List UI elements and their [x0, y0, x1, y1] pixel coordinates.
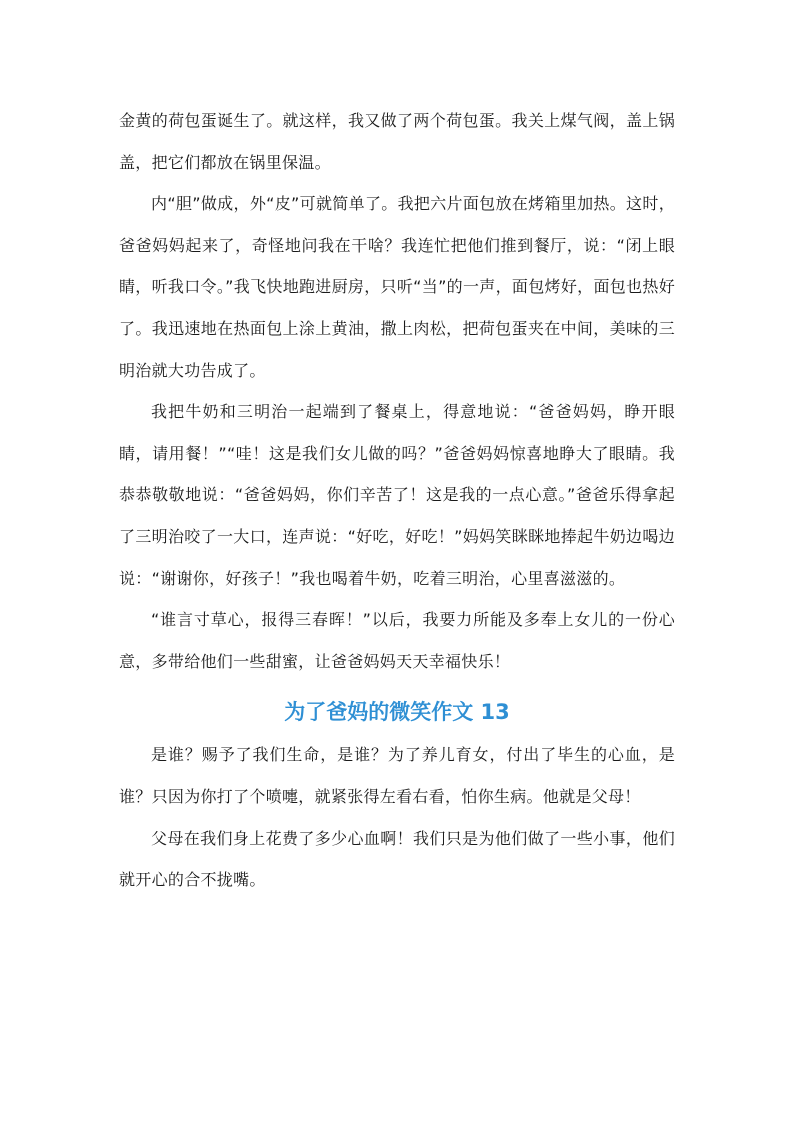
paragraph: 金黄的荷包蛋诞生了。就这样，我又做了两个荷包蛋。我关上煤气阀，盖上锅盖，把它们都放在锅里保温。: [119, 111, 675, 172]
paragraph: 我把牛奶和三明治一起端到了餐桌上，得意地说：“爸爸妈妈，睁开眼睛，请用餐！”“哇！这是我们女儿做的吗？”爸爸妈妈惊喜地睁大了眼睛。我恭恭敬敬地说：“爸爸妈妈，你们辛苦了！这是我的一点心意。”爸爸乐得拿起了三明治咬了一大口，连声说：“好吃，好吃！”妈妈笑眯眯地捧起牛奶边喝边说：“谢谢你，好孩子！”我也喝着牛奶，吃着三明治，心里喜滋滋的。: [119, 402, 675, 588]
section-title: 为了爸妈的微笑作文 13: [284, 700, 510, 725]
document-body: [119, 100, 675, 901]
paragraph: 是谁？赐予了我们生命，是谁？为了养儿育女，付出了毕生的心血，是谁？只因为你打了个喷嚏，就紧张得左看右看，怕你生病。他就是父母！: [119, 745, 675, 806]
paragraph: 内“胆”做成，外“皮”可就简单了。我把六片面包放在烤箱里加热。这时，爸爸妈妈起来了，奇怪地问我在干啥？我连忙把他们推到餐厅，说：“闭上眼睛，听我口令。”我飞快地跑进厨房，只听“当”的一声，面包烤好，面包也热好了。我迅速地在热面包上涂上黄油，撒上肉松，把荷包蛋夹在中间，美味的三明治就大功告成了。: [119, 194, 675, 380]
paragraph: 父母在我们身上花费了多少心血啊！我们只是为他们做了一些小事，他们就开心的合不拢嘴。: [119, 828, 675, 890]
paragraph: “谁言寸草心，报得三春晖！”以后，我要力所能及多奉上女儿的一份心意，多带给他们一些甜蜜，让爸爸妈妈天天幸福快乐！: [119, 610, 675, 671]
